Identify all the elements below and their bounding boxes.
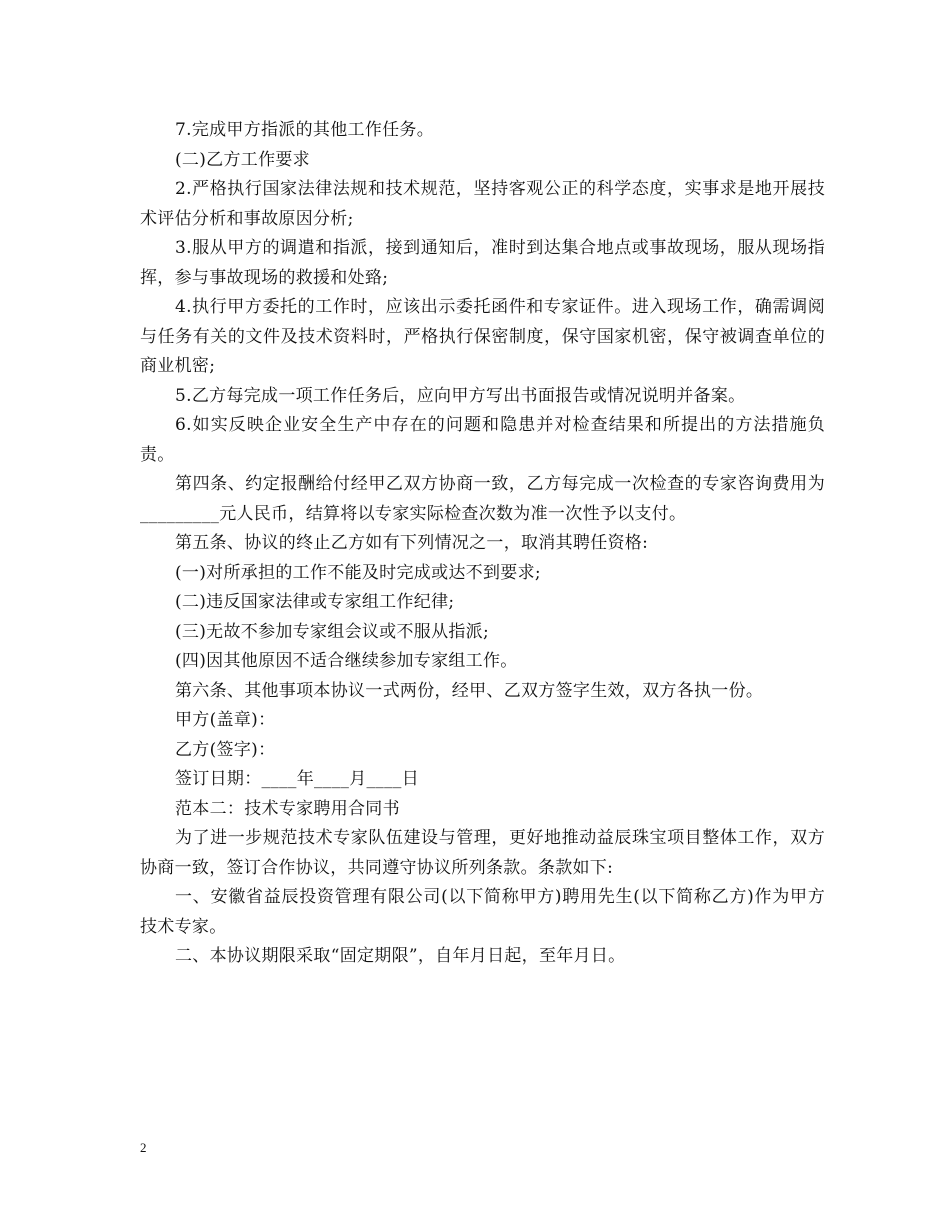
list-item: (三)无故不参加专家组会议或不服从指派; bbox=[175, 621, 489, 642]
list-item: (一)对所承担的工作不能及时完成或达不到要求; bbox=[175, 562, 541, 583]
paragraph: 二、本协议期限采取“固定期限”，自年月日起，至年月日。 bbox=[175, 946, 626, 966]
paragraph: 5.乙方每完成一项工作任务后，应向甲方写出书面报告或情况说明并备案。 bbox=[175, 385, 746, 406]
document-body bbox=[140, 116, 825, 972]
paragraph: 3.服从甲方的调遣和指派，接到通知后，准时到达集合地点或事故现场，服从现场指挥，参与事故现场的救援和处臵; bbox=[140, 238, 825, 288]
paragraph: 一、安徽省益辰投资管理有限公司(以下简称甲方)聘用先生(以下简称乙方)作为甲方技术专家。 bbox=[140, 887, 825, 937]
paragraph: 4.执行甲方委托的工作时，应该出示委托函件和专家证件。进入现场工作，确需调阅与任务有关的文件及技术资料时，严格执行保密制度，保守国家机密，保守被调查单位的商业机密; bbox=[140, 297, 825, 376]
article-paragraph: 第四条、约定报酬给付经甲乙双方协商一致，乙方每完成一次检查的专家咨询费用为_________元人民币，结算将以专家实际检查次数为准一次性予以支付。 bbox=[140, 474, 825, 524]
list-item: (四)因其他原因不适合继续参加专家组工作。 bbox=[175, 651, 518, 671]
template-title: 范本二：技术专家聘用合同书 bbox=[175, 798, 400, 819]
list-item: (二)违反国家法律或专家组工作纪律; bbox=[175, 592, 455, 612]
paragraph: 7.完成甲方指派的其他工作任务。 bbox=[175, 120, 435, 140]
party-a-signature-line: 甲方(盖章)： bbox=[175, 710, 276, 730]
paragraph: 2.严格执行国家法律法规和技术规范，坚持客观公正的科学态度，实事求是地开展技术评估分析和事故原因分析; bbox=[140, 179, 825, 229]
paragraph: 6.如实反映企业安全生产中存在的问题和隐患并对检查结果和所提出的方法措施负责。 bbox=[140, 415, 825, 465]
section-heading: (二)乙方工作要求 bbox=[175, 149, 310, 170]
signing-date-line: 签订日期：____年____月____日 bbox=[175, 769, 419, 789]
party-b-signature-line: 乙方(签字)： bbox=[175, 739, 276, 760]
page-number: 2 bbox=[140, 1140, 147, 1155]
paragraph: 为了进一步规范技术专家队伍建设与管理，更好地推动益辰珠宝项目整体工作，双方协商一致，签订合作协议，共同遵守协议所列条款。条款如下: bbox=[140, 828, 825, 878]
article-paragraph: 第六条、其他事项本协议一式两份，经甲、乙双方签字生效，双方各执一份。 bbox=[175, 680, 764, 701]
article-paragraph: 第五条、协议的终止乙方如有下列情况之一，取消其聘任资格: bbox=[175, 533, 649, 553]
